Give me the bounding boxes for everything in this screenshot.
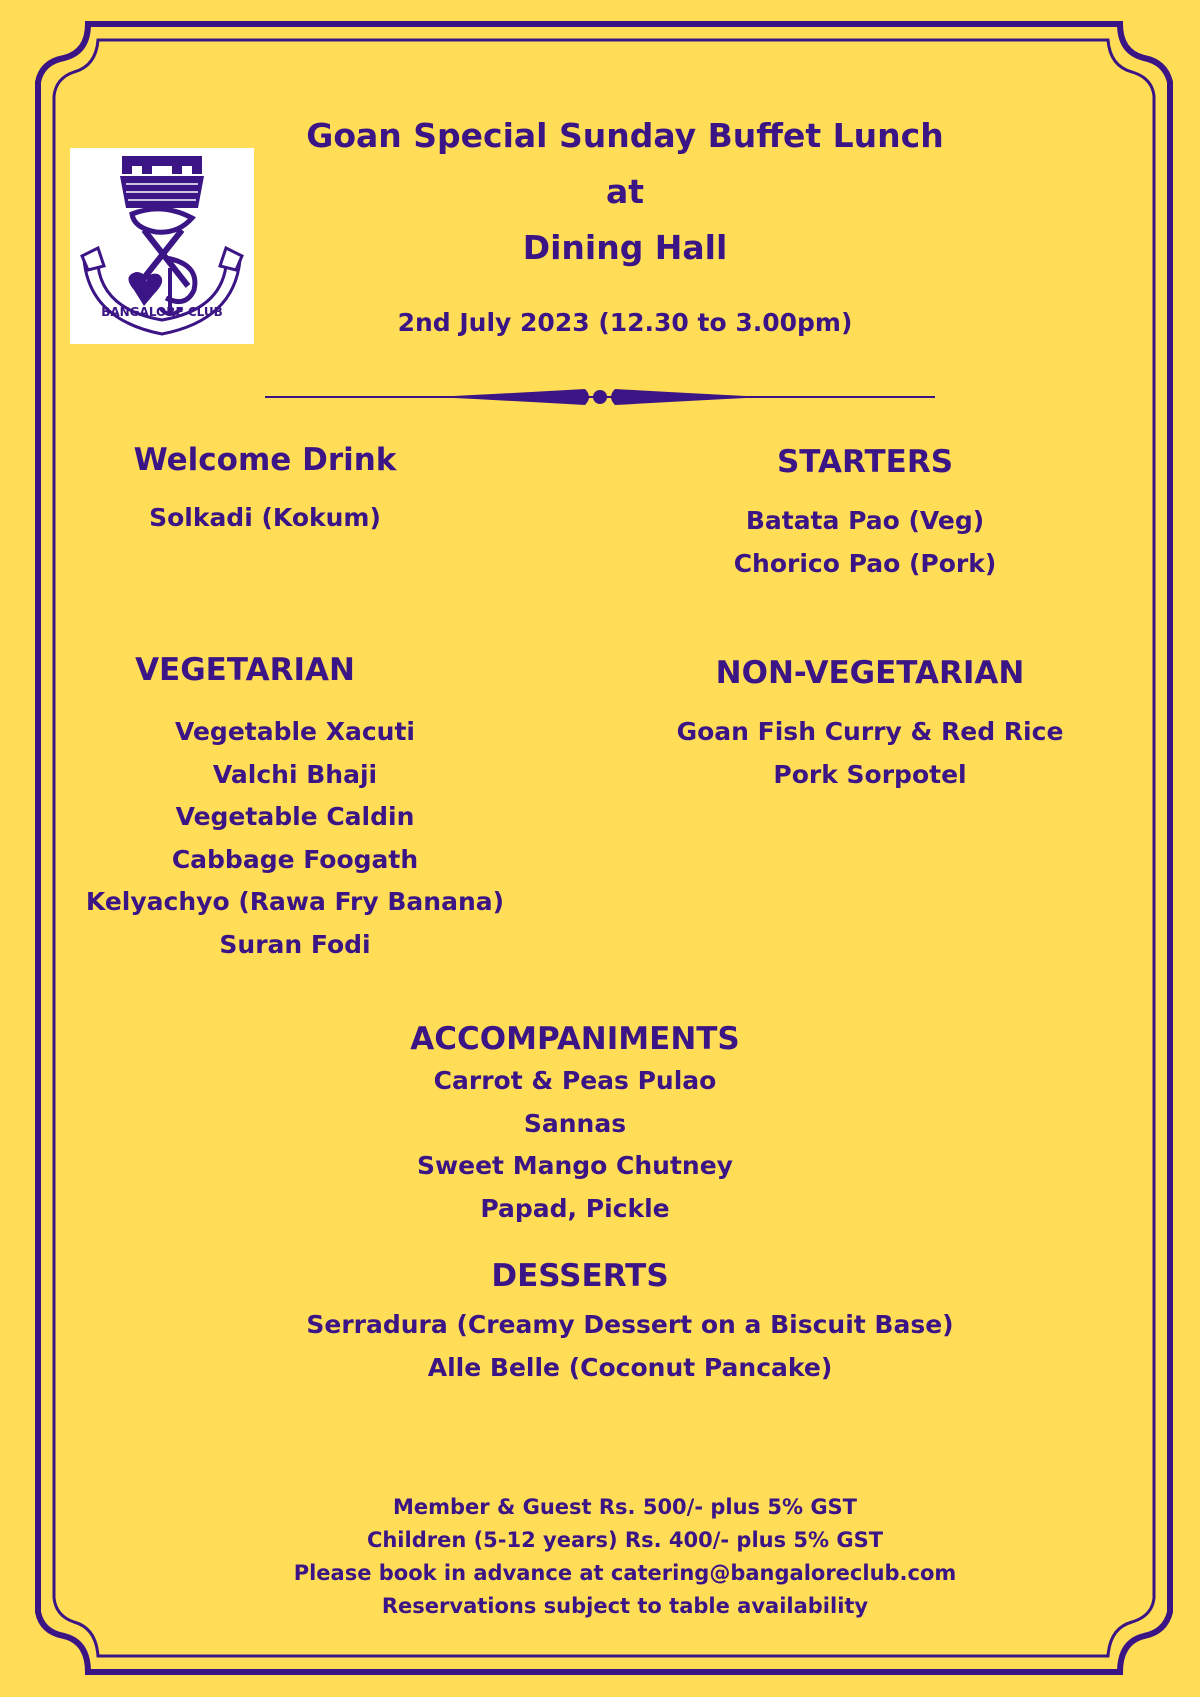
starters-heading: STARTERS [776,444,954,480]
vegetarian-heading: VEGETARIAN [135,652,355,688]
list-item: Suran Fodi [219,929,371,959]
list-item: Papad, Pickle [480,1193,670,1223]
accompaniments-heading: ACCOMPANIMENTS [410,1021,740,1057]
event-title-line-2: at [605,172,645,211]
list-item: Pork Sorpotel [773,759,967,789]
list-item: Chorico Pao (Pork) [733,548,997,578]
welcome-drink-heading: Welcome Drink [133,442,397,478]
event-date: 2nd July 2023 (12.30 to 3.00pm) [397,308,853,337]
booking-info: Please book in advance at catering@bangaloreclub.com [293,1561,957,1585]
desserts-list [230,1304,1030,1389]
svg-text:BANGALORE CLUB: BANGALORE CLUB [101,305,223,319]
list-item: Carrot & Peas Pulao [433,1066,717,1095]
children-price: Children (5-12 years) Rs. 400/- plus 5% GST [366,1528,884,1552]
welcome-drink-list [100,497,430,540]
pricing-footer [225,1491,1025,1623]
ornamental-divider [265,383,935,411]
event-title-line-1: Goan Special Sunday Buffet Lunch [306,116,944,155]
list-item: Cabbage Foogath [171,844,419,874]
list-item: Sweet Mango Chutney [417,1151,733,1180]
list-item: Serradura (Creamy Dessert on a Biscuit Base) [306,1310,954,1339]
vegetarian-list [50,711,540,966]
non-vegetarian-heading: NON-VEGETARIAN [715,655,1025,691]
list-item: Solkadi (Kokum) [149,503,381,532]
list-item: Goan Fish Curry & Red Rice [676,717,1064,746]
list-item: Sannas [523,1108,627,1138]
accompaniments-list [325,1060,825,1230]
list-item: Kelyachyo (Rawa Fry Banana) [85,887,505,916]
list-item: Alle Belle (Coconut Pancake) [427,1352,833,1382]
desserts-heading: DESSERTS [491,1258,669,1294]
list-item: Valchi Bhaji [212,759,378,789]
reservation-note: Reservations subject to table availability [381,1594,869,1618]
list-item: Batata Pao (Veg) [745,506,985,535]
list-item: Vegetable Xacuti [174,717,415,746]
event-title-line-3: Dining Hall [522,228,728,267]
member-price: Member & Guest Rs. 500/- plus 5% GST [393,1495,857,1519]
non-vegetarian-list [640,711,1100,796]
starters-list [640,500,1090,585]
list-item: Vegetable Caldin [175,802,415,831]
